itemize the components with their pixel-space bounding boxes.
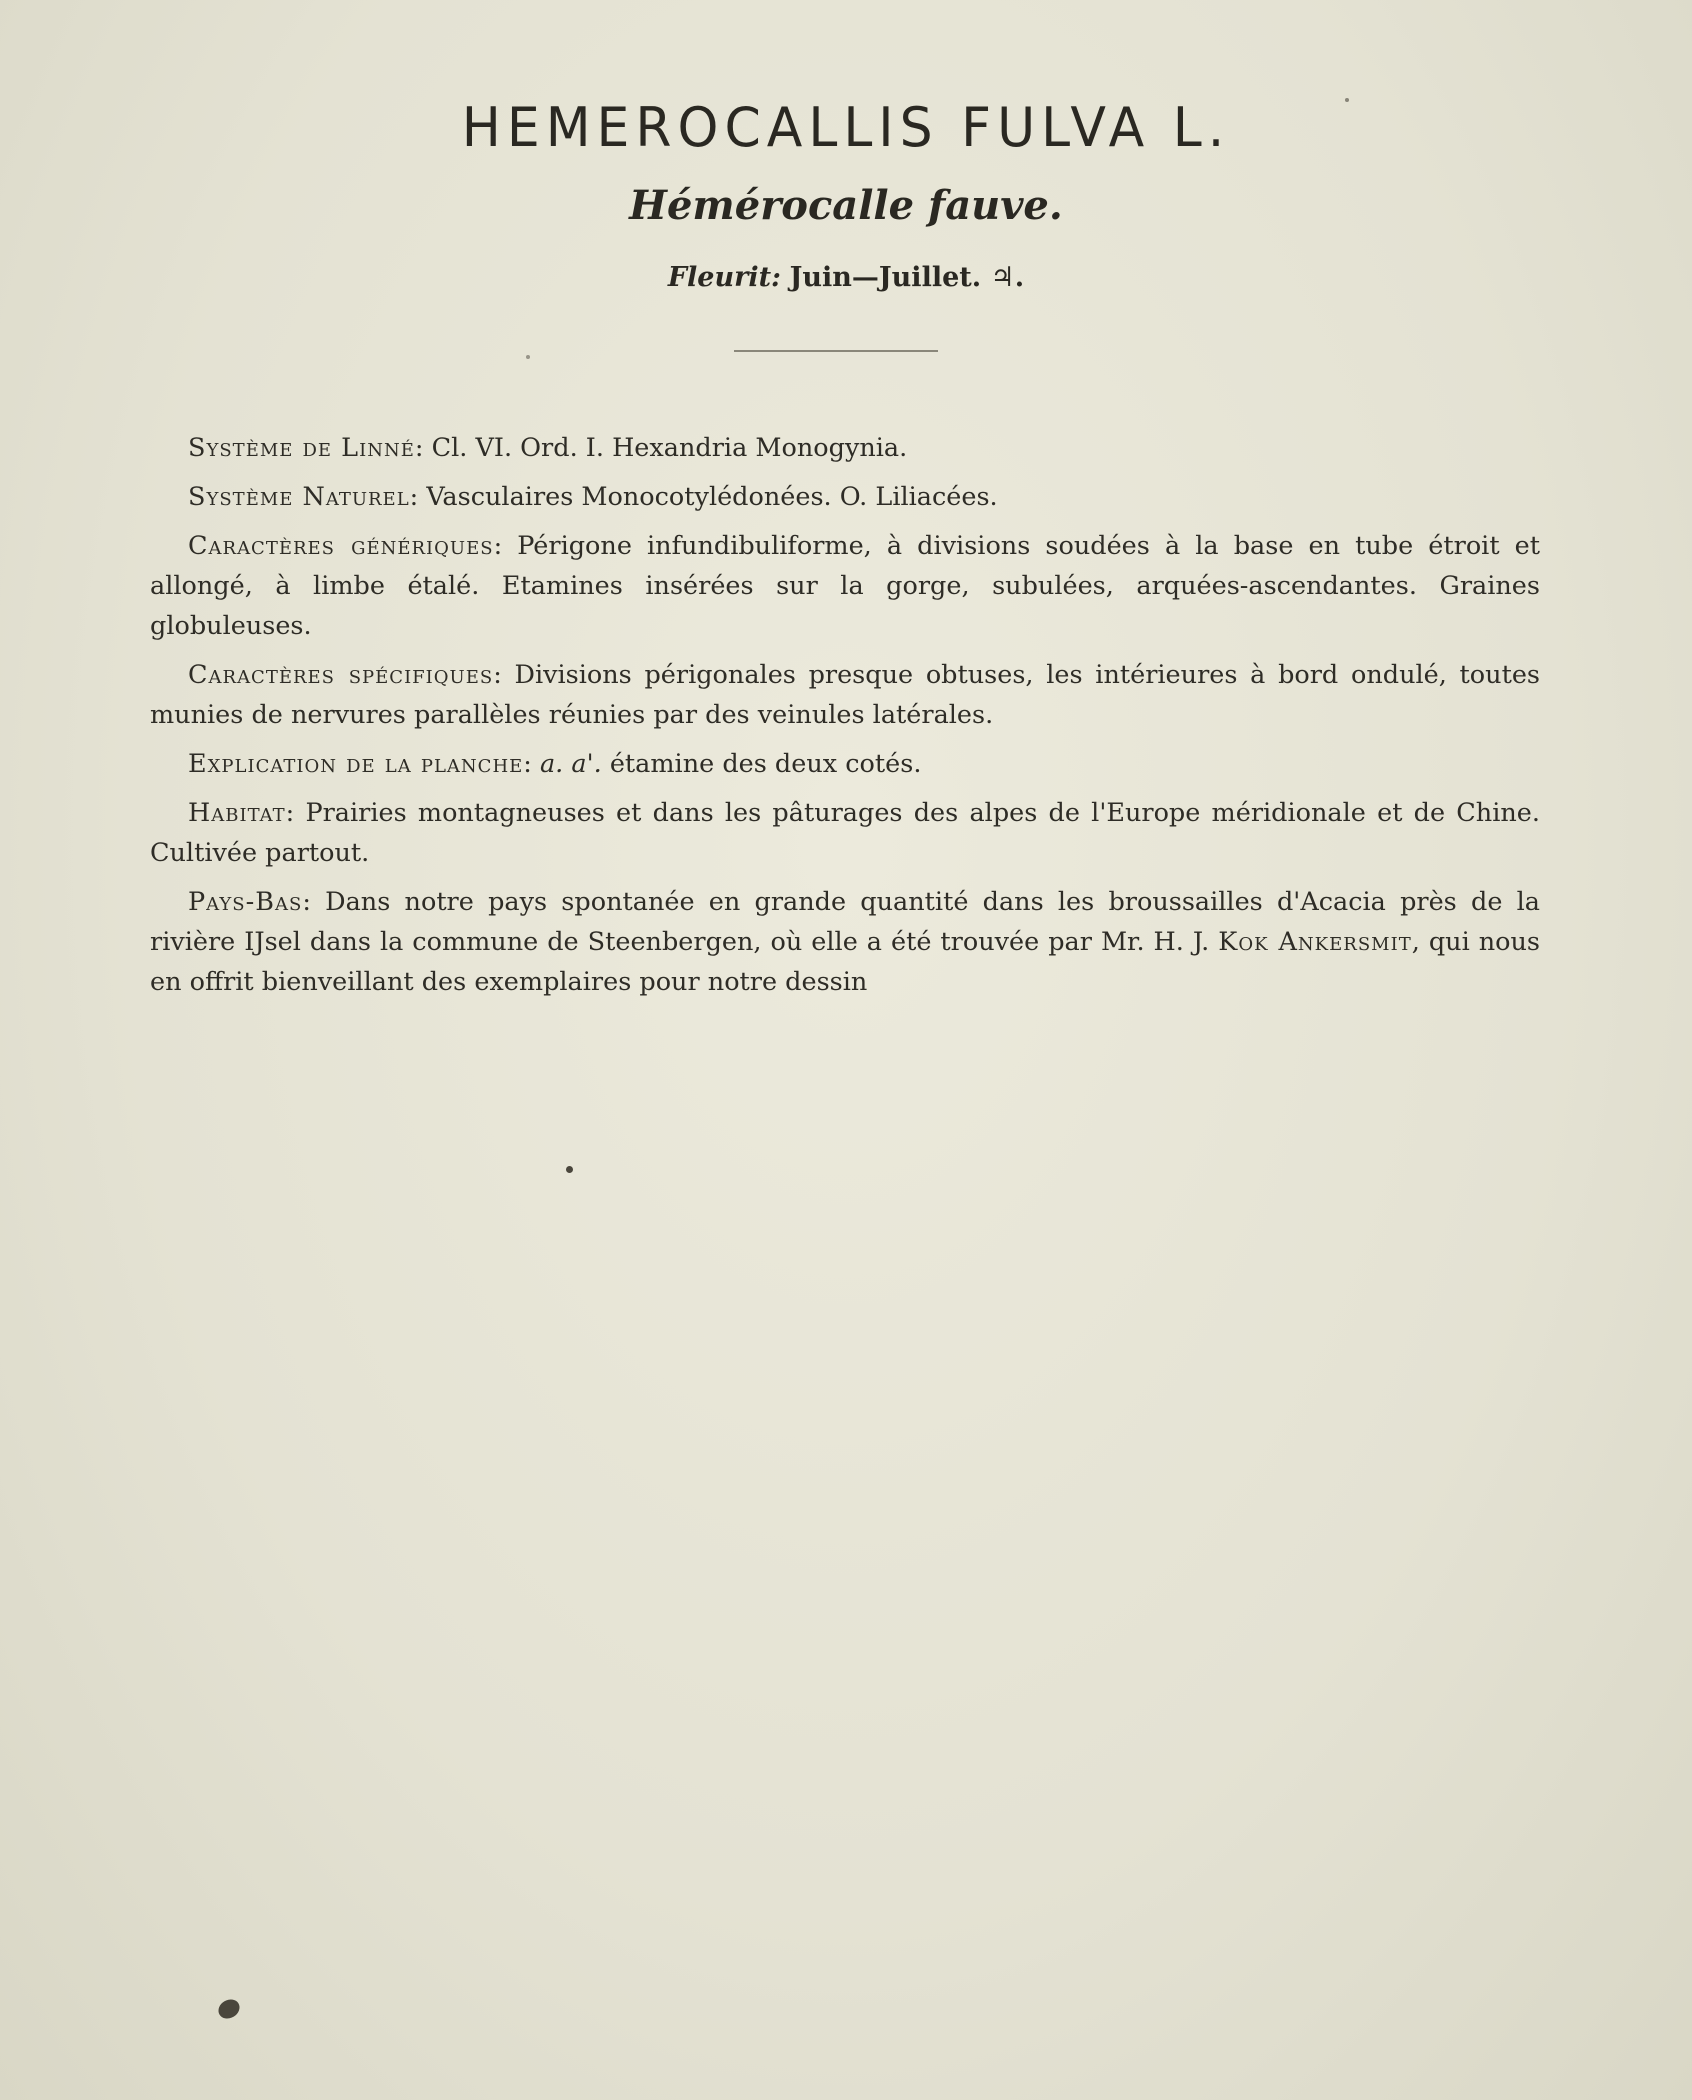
section-separator: : bbox=[302, 887, 311, 917]
section-generiques bbox=[150, 526, 1540, 646]
paper-blemish bbox=[526, 355, 530, 359]
flowering-line bbox=[0, 262, 1692, 293]
section-separator: : bbox=[285, 798, 295, 828]
section-label: Explication de la planche bbox=[188, 749, 524, 779]
section-text: Prairies montagneuses et dans les pâturages des alpes de l'Europe méridionale et de Chine. Cultivée partout. bbox=[150, 798, 1541, 868]
section-separator: : bbox=[523, 749, 532, 779]
section-separator: : bbox=[493, 660, 502, 690]
section-text: Périgone infundibuliforme, à divisions soudées à la base en tube étroit et allongé, à limbe étalé. Etamines insérées sur la gorge, subulées, arquées-ascendantes. Graines globuleuses. bbox=[150, 531, 1541, 641]
flowering-value: Juin—Juillet. ♃. bbox=[789, 262, 1025, 293]
section-label: Caractères génériques bbox=[188, 531, 494, 561]
person-name: Kok Ankersmit bbox=[1218, 927, 1412, 957]
section-text: Cl. VI. Ord. I. Hexandria Monogynia. bbox=[431, 433, 908, 463]
paper-blemish bbox=[566, 1166, 573, 1173]
section-paysbas bbox=[150, 882, 1540, 1002]
section-label: Habitat bbox=[188, 798, 286, 828]
flowering-label: Fleurit: bbox=[667, 262, 782, 293]
section-text: Divisions périgonales presque obtuses, les intérieures à bord ondulé, toutes munies de nervures parallèles réunies par des veinules latérales. bbox=[150, 660, 1540, 730]
section-habitat bbox=[150, 793, 1540, 873]
section-separator: : bbox=[414, 433, 424, 463]
paper-blemish bbox=[1345, 98, 1349, 102]
section-text: Vasculaires Monocotylédonées. O. Liliacées. bbox=[426, 482, 998, 512]
section-explication bbox=[150, 744, 1540, 784]
page-subtitle: Hémérocalle fauve. bbox=[629, 182, 1063, 229]
section-label: Caractères spécifiques bbox=[188, 660, 494, 690]
section-separator: : bbox=[409, 482, 419, 512]
plate-figure-ref: a. a'. bbox=[539, 749, 602, 779]
title-divider bbox=[734, 350, 938, 352]
description-body bbox=[150, 428, 1540, 1011]
section-naturel bbox=[150, 477, 1540, 517]
section-text: étamine des deux cotés. bbox=[609, 749, 922, 779]
section-label: Système de Linné bbox=[188, 433, 415, 463]
section-label: Pays-Bas bbox=[188, 887, 303, 917]
section-label: Système Naturel bbox=[188, 482, 410, 512]
section-separator: : bbox=[493, 531, 503, 561]
section-text: Dans notre pays spontanée en grande quantité dans les broussailles d'Acacia près de la rivière IJsel dans la commune de Steenbergen, où elle a été trouvée par Mr. H. J. bbox=[150, 887, 1540, 957]
section-linne bbox=[150, 428, 1540, 468]
section-text-continued: , qui nous en offrit bienveillant des exemplaires pour notre dessin bbox=[150, 927, 1541, 997]
page-title: HEMEROCALLIS FULVA L. bbox=[461, 96, 1231, 160]
section-specifiques bbox=[150, 655, 1540, 735]
